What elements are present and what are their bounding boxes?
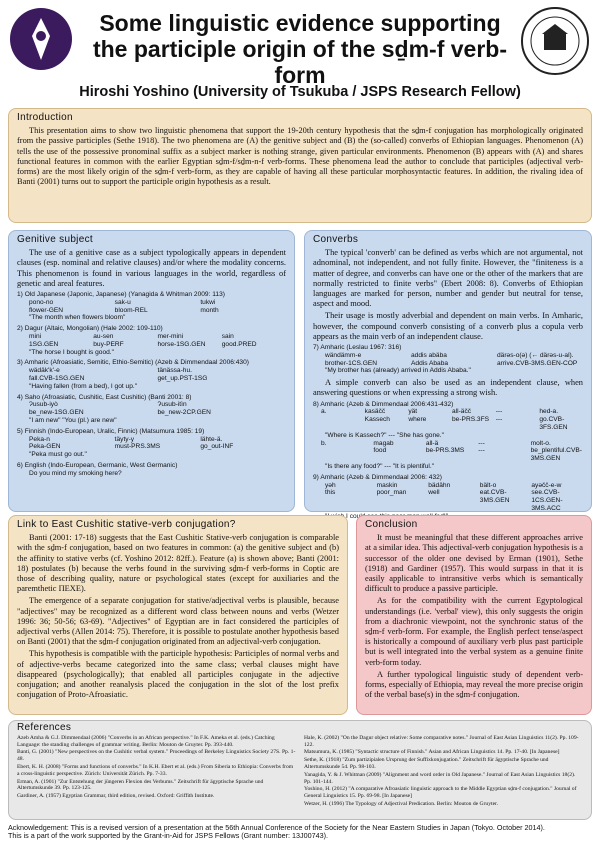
gloss-word: Kassech	[364, 416, 390, 424]
gloss-word: ---	[478, 447, 485, 455]
example-row	[313, 416, 583, 432]
example-head: 6) English (Indo-European, Germanic, West Germanic)	[17, 461, 178, 469]
example-row	[17, 341, 286, 349]
gloss-word: good.PRED	[221, 340, 257, 348]
gloss-word: buy-PERF	[93, 340, 124, 348]
genitive-example	[17, 394, 286, 425]
genitive-example	[17, 428, 286, 459]
references-column-1	[17, 735, 296, 809]
gloss-word: au-sen	[93, 333, 114, 340]
gloss-word: b.	[321, 439, 327, 447]
example-head: 2) Dagur (Altaic, Mongolian) (Hale 2002: 109-110)	[17, 325, 163, 333]
gloss-word: tänässa-hu.	[157, 367, 192, 375]
acknowledgement-line-2: This is a part of the work supported by the Grant-in-Aid for JSPS Fellows (Grant number: 13J00743).	[8, 831, 328, 841]
example-row	[313, 440, 583, 448]
conclusion-paragraph-3: A further typological linguistic study of dependent verb-forms, especially of Ethiopia, may reveal the more precise origin of the verbal base(s) in the sḏm-f conjugation.	[365, 669, 583, 700]
gloss-word: brother-1CS.GEN	[325, 359, 378, 367]
reference-entry: Hale, K. (2002) "On the Dagur object relative: Some comparative notes." Journal of East Asian Linguistics 11(2). Pp. 109-122.	[304, 734, 579, 748]
example-row	[17, 375, 286, 383]
gloss-word: Addis Ababa	[411, 359, 449, 367]
gloss-word: wädäk'k'-e	[29, 367, 60, 375]
genitive-example	[17, 291, 286, 322]
gloss-word	[321, 416, 365, 432]
gloss-word: mini	[29, 333, 42, 340]
gloss-word	[321, 447, 373, 463]
gloss-word: lähte-ä.	[200, 435, 223, 443]
example-row	[313, 352, 583, 360]
gloss-word: horse-1SG.GEN	[157, 340, 206, 348]
example-translation: "Is there any food?" --- "It is plentiful."	[325, 463, 435, 470]
genitive-example	[17, 462, 286, 478]
example-row	[17, 443, 286, 451]
gloss-word: food	[373, 447, 387, 455]
gloss-word: yät	[408, 408, 418, 416]
genitive-heading: Genitive subject	[17, 234, 93, 245]
example-row	[313, 482, 583, 490]
gloss-word: bält-o	[479, 481, 497, 489]
gloss-word: well	[428, 489, 440, 497]
gloss-word: this	[325, 489, 336, 497]
gloss-word: Peka-n	[29, 435, 50, 443]
gloss-word: wändämm-e	[325, 351, 362, 359]
conclusion-paragraph-1: It must be meaningful that these different approaches arrive at a similar idea. This adjectival-verb conjugation hypothesis is a successor of the older one devised by Erman (1901), Sethe (1918) and Gardiner (1957). This would surpass in that it is easily applicable to intransitive verbs which is semantically difficult to produce a passive participle.	[365, 533, 583, 594]
gloss-word: bloom-REL	[114, 306, 148, 314]
gloss-word: tukwi	[200, 298, 216, 306]
acknowledgement-line-1: Acknowledgement: This is a revised version of a presentation at the 56th Annual Conference of the Society for the Near Eastern Studies in Japan (Tokyo. October 2014).	[8, 823, 545, 832]
gloss-word: addis abäba	[411, 351, 447, 359]
gloss-word: bädähn	[428, 481, 451, 489]
gloss-word: a.	[321, 408, 327, 416]
references-section	[8, 720, 592, 820]
gloss-word: arrive.CVB-3MS.GEN-COP	[497, 359, 578, 367]
gloss-word: Ɂusub-iyò	[29, 401, 58, 409]
society-seal-icon	[520, 6, 590, 76]
gloss-word: eat.CVB-3MS.GEN	[479, 489, 510, 505]
example-8	[313, 401, 583, 471]
introduction-section	[8, 108, 592, 223]
author-line: Hiroshi Yoshino (University of Tsukuba / JSPS Research Fellow)	[79, 84, 521, 100]
gloss-word: magab	[373, 439, 394, 447]
gloss-word: fall.CVB-1SG.GEN	[29, 374, 85, 382]
reference-entry: Ebert, K. H. (2008) "Forms and functions of converbs." In K.H. Ebert et al. (eds.) From Siberia to Ethiopia: Converbs from a cross-linguistic perspective. Zürich: Universität Zürich. Pp. 7-33.	[17, 763, 294, 777]
cushitic-heading: Link to East Cushitic stative-verb conjugation?	[17, 519, 236, 530]
gloss-word: be_new-2CP.GEN	[157, 409, 211, 417]
gloss-word: Peka-GEN	[29, 443, 61, 451]
cushitic-paragraph-1: Banti (2001: 17-18) suggests that the East Cushitic Stative-verb conjugation is comparable with the sḏm-f conjugation, based on two features in common: (a) the genitive subject and (b) the affinity to stative verbs (cf. Yoshino 2012: 82ff.). Feature (a) is shown above; Banti (2001: 18) postulates (b) because the verbs found in the surviving sḏm-f verb-forms in Coptic are those of describing quality, nature or psychological states (except for auxiliaries and the paremthetic ΠΕΧΕ).	[17, 533, 339, 594]
example-translation: I	[346, 512, 348, 520]
gloss-word: see.CVB-1CS.GEN-3MS.ACC	[531, 489, 563, 512]
poster-title: Some linguistic evidence supporting the participle origin of the sḏm-f verb-form	[92, 10, 508, 88]
poster-header	[0, 0, 600, 110]
reference-entry: Banti, G. (2001) "New perspectives on the Cushitic verbal system." Proceedings of Berkeley Linguistics Society 27S. Pp. 1-48.	[17, 749, 296, 763]
gloss-word: ayəčč-e-w	[531, 481, 562, 489]
acknowledgement	[8, 824, 592, 841]
converbs-text-2: Their usage is mostly adverbial and dependent on main verbs. In Amharic, however, the compound converb consisting of a converb plus a copula verb appears as the main verb of an independent clause.	[313, 311, 583, 341]
gloss-word: mer-mini	[157, 333, 184, 340]
gloss-word: täyty-y	[114, 435, 135, 443]
gloss-word: be-PRS.3FS	[452, 416, 490, 424]
gloss-word: molt-o.	[530, 439, 551, 447]
example-head: 5) Finnish (Indo-European, Uralic, Finnic) (Matsumura 1985: 19)	[17, 427, 205, 435]
gloss-word: must-PRS.3MS	[114, 443, 161, 451]
east-cushitic-section	[8, 515, 348, 715]
gloss-word: where	[408, 416, 427, 424]
example-head: 4) Saho (Afroasiatic, Cushitic, East Cushitic) (Banti 2001: 8)	[17, 393, 192, 401]
converbs-text-3: A simple converb can also be used as an independent clause, when answering questions or when expressing a strong wish.	[313, 378, 583, 398]
example-row	[17, 401, 286, 409]
gloss-word: ---	[495, 408, 503, 416]
example-9	[313, 474, 583, 521]
converbs-text-1: The typical 'converb' can be defined as verbs which are not argumental, not adnominal, not independent, and not fully finite. However, the "finiteness is a matter of degree, and converbs can have one or the other of the markers that are normally restricted to finite verbs" (Ebert 2008: 8). Converbs of Ethiopian languages are marked for person, number and gender but neutral for tense, aspect and mood.	[313, 248, 583, 309]
example-7	[313, 344, 583, 375]
gloss-word: flower-GEN	[29, 306, 64, 314]
gloss-word: month	[200, 306, 219, 314]
example-head: 7) Amharic (Leslau 1967: 316)	[313, 344, 402, 352]
example-row	[17, 436, 286, 444]
example-row	[17, 333, 286, 341]
gloss-word: ---	[478, 439, 485, 447]
genitive-example	[17, 359, 286, 390]
gloss-word: maskin	[376, 481, 398, 489]
gloss-word: kasäčč	[364, 408, 386, 416]
gloss-word: get_up.PST-1SG	[157, 374, 208, 382]
genitive-example	[17, 325, 286, 356]
example-translation: "Having fallen (from a bed), I got up."	[29, 382, 138, 390]
example-row	[17, 307, 286, 315]
example-head: 1) Old Japanese (Japonic, Japanese) (Yanagida & Whitman 2009: 113)	[17, 291, 225, 299]
example-row	[313, 489, 583, 512]
university-logo-icon	[10, 8, 72, 70]
cushitic-paragraph-3: This hypothesis is compatible with the participle hypothesis: Participles of normal verbs and of adjective-verbs became categorized into the same class; verbal clauses might have disappeared (psychologically); that enabled all participles conjugate in the adjective conjugation; and another reanalysis placed the conjugation in the slot of the lost prefix conjugation of Proto-Afroasiatic.	[17, 649, 339, 700]
gloss-word: all-ä	[425, 439, 439, 447]
reference-entry: Gardiner, A. (1957) Egyptian Grammar, third edition, revised. Oxford: Griffith Institute.	[17, 793, 215, 800]
reference-entry: Wetzer, H. (1996) The Typology of Adjectival Predication. Berlin: Mouton de Gruyter.	[304, 800, 498, 807]
gloss-word: sain	[221, 333, 234, 340]
converbs-section	[304, 230, 592, 520]
example-row	[313, 408, 583, 416]
introduction-heading: Introduction	[17, 112, 73, 123]
references-column-2	[304, 735, 583, 809]
introduction-text: This presentation aims to show two linguistic phenomena that support the 19-20th century hypothesis that the sḏm-f conjugation has morphologically originated from the passive participles (Sethe 1918). The two phenomena are (A) the genitive subject and (B) the (so-called) converbs of Ethiopian languages. Phenomenon (A) tells the use of the possessive pronominal suffix as a subject marker is nothing strange, given particular environments. Phenomenon (B) appears with (A) and shares functional features in common with the earlier Egyptian sḏm-f/sḏm-n-f verb-forms. These phenomena lead the author to conclude that participles (adjectival verb-forms) are the most likely origin of the sḏm-f verb-form, as they are capable of having all these particular morphosyntactic features. In addition, the rivaling idea of Banti (2001) turns out to support the participle origin hypothesis as a result.	[17, 126, 583, 187]
gloss-word: be_plentiful.CVB-3MS.GEN	[530, 447, 582, 463]
example-translation: "The horse I bought is good."	[29, 348, 114, 356]
cushitic-paragraph-2: The emergence of a separate conjugation for stative/adjectival verbs is plausible, because "adjectives" may be recognized as a different word class between nouns and verbs (Wetzer 1996: 36; 50-56; 63-69). "Adjectives" of Egyptian are in fact considered the participles of adjectival verbs (Allen 2014: 75). Therefore, it is possible to postulate another hypothesis based on Banti (2001) that the sḏm-f conjugation originated from an adjectival-verb conjugation.	[17, 596, 339, 647]
gloss-word: 1SG.GEN	[29, 340, 59, 348]
example-translation: "My brother has (already) arrived in Addis Ababa."	[325, 367, 471, 375]
gloss-word: ---	[495, 416, 503, 424]
reference-entry: Yanagida, Y. & J. Whitman (2009) "Alignment and word order in Old Japanese." Journal of East Asian Linguistics 18(2). Pp. 101-144.	[304, 771, 576, 785]
example-translation: "Peka must go out."	[29, 451, 87, 459]
example-head: 3) Amharic (Afroasiatic, Semitic, Ethio-Semitic) (Azeb & Dimmendaal 2006:430)	[17, 359, 249, 367]
gloss-word: yəh	[325, 481, 336, 489]
gloss-word: go.CVB-3FS.GEN	[539, 416, 568, 432]
example-row	[17, 299, 286, 307]
gloss-word: därəs-o(ə) (← därəs-u-al).	[497, 351, 574, 359]
gloss-word: poor_man	[376, 489, 407, 497]
reference-entry: Erman, A. (1901) "Zur Entstehung der jüngeren Flexion des Verbums." Zeitschrift für ägyptische Sprache und Altertumskunde 39. Pp. 123-125.	[17, 778, 264, 792]
example-head: 9) Amharic (Azeb & Dimmendaal 2006: 432)	[313, 473, 443, 481]
example-translation: "I am new" "You (pl.) are new"	[29, 416, 117, 424]
gloss-word: sak-u	[114, 298, 131, 306]
reference-entry: Yoshino, H. (2012) "A comparative Afroasiatic linguistic approach to the Middle Egyptian sḏm-f conjugation." Journal of General Linguistics 15. Pp. 69-98. [In Japanese]	[304, 786, 577, 800]
conclusion-heading: Conclusion	[365, 519, 418, 530]
example-row	[17, 367, 286, 375]
reference-entry: Matsumura, K. (1985) "Syntactic structure of Finnish." Asian and African Linguistics 14. Pp. 17-40. [In Japanese]	[304, 749, 560, 756]
gloss-word: be-PRS.3MS	[425, 447, 465, 455]
gloss-word: be_new-1SG.GEN	[29, 409, 84, 417]
example-head: 8) Amharic (Azeb & Dimmendaal 2006:431-432)	[313, 400, 454, 408]
genitive-subject-section	[8, 230, 295, 512]
gloss-word: hed-a.	[539, 408, 559, 416]
reference-entry: Sethe, K. (1918) "Zum partizipialen Ursprung der Suffixkonjugation." Zeitschrift für ägyptische Sprache und Altertumskunde 54. Pp. 98-103.	[304, 757, 549, 770]
example-translation: "Where is Kassech?" --- "She has gone."	[325, 431, 444, 439]
converbs-heading: Converbs	[313, 234, 359, 245]
gloss-word: Ɂusub-itìn	[157, 401, 187, 409]
genitive-text: The use of a genitive case as a subject typologically appears in dependent clauses (esp. nominal and relative clauses) and/or where the modality concerns. This phenomenon is found in various languages in the world, regardless of genetic and areal features.	[17, 248, 286, 288]
references-heading: References	[17, 722, 72, 733]
genitive-examples	[17, 291, 286, 478]
reference-entry: Azeb Amha & G.J. Dimmendaal (2006) "Converbs in an African perspective." In F.K. Ameka et al. (eds.) Catching Language: the standing challenges of grammar writing. Berlin: Mouton de Gruyter. Pp. 393-440.	[17, 734, 275, 748]
example-translation: Do you mind my smoking here?	[29, 469, 122, 477]
gloss-word: go_out-INF	[200, 443, 234, 451]
conclusion-section	[356, 515, 592, 715]
example-row	[313, 360, 583, 368]
example-translation: "The month when flowers bloom"	[29, 314, 126, 322]
example-row	[313, 447, 583, 463]
gloss-word: pono-no	[29, 298, 54, 306]
gloss-word: all-äčč	[452, 408, 472, 416]
conclusion-paragraph-2: As for the compatibility with the current Egyptological understandings (i.e. 'verbal' view), this only suggests the origin from a diachronic viewpoint, not the synchronic status of the sḏm-f verb-form. For example, the English perfect tense/aspect is historically a compound of auxiliary verb plus past participle but is well integrated into the verbal system as a genuine finite verb-form today.	[365, 596, 583, 667]
example-row	[17, 409, 286, 417]
